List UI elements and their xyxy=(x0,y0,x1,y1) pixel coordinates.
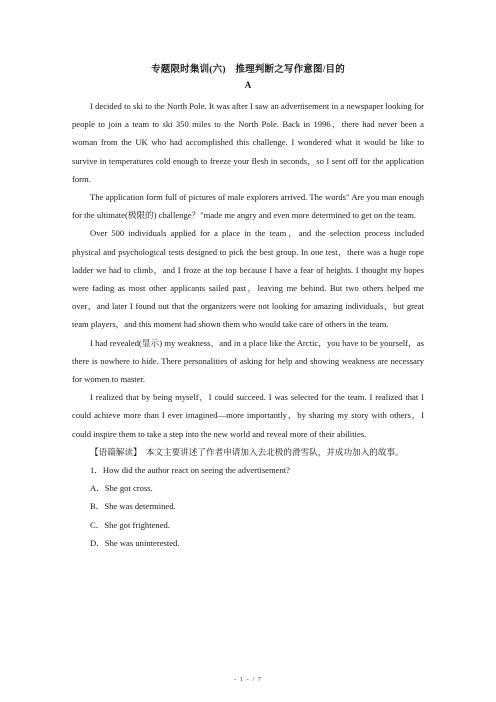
page-title: 专题限时集训(六) 推理判断之写作意图/目的 xyxy=(151,65,345,75)
page-number: - 1 - / 7 xyxy=(233,676,263,683)
question-stem: 1．How did the author react on seeing the advertisement? xyxy=(90,465,290,476)
passage-summary: 【语篇解读】 本文主要讲述了作者申请加入去北极的滑雪队，并成功加入的故事。 xyxy=(90,446,404,457)
passage-paragraph: I decided to ski to the North Pole. It was after I saw an advertisement in a newspaper looking for people to join a team to ski 350 miles to the North Pole. Back in 1996，there had never been a woman from the UK who had accomplished this challenge. I wondered what it would be like to survive in temperatures cold enough to freeze your flesh in seconds，so I sent off for the application form. xyxy=(72,101,424,184)
passage-paragraph: I had revealed(显示) my weakness，and in a place like the Arctic，you have to be yourself，as there is nowhere to hide. There personalities of asking for help and showing weakness are necessary for women to master. xyxy=(72,337,424,385)
passage-paragraph: I realized that by being myself，I could succeed. I was selected for the team. I realized that I could achieve more than I ever imagined—more importantly，by sharing my story with others，I could inspire them to take a step into the new world and reveal more of their abilities. xyxy=(72,392,424,439)
section-label: A xyxy=(244,80,252,90)
answer-option-b: B．She was determined. xyxy=(90,501,176,512)
answer-option-c: C．She got frightened. xyxy=(90,519,170,530)
passage-paragraph: The application form full of pictures of male explorers arrived. The words" Are you man enough for the ultimate(极限的) challenge？"made me angry and even more determined to get on the team. xyxy=(72,192,424,221)
answer-option-a: A．She got cross. xyxy=(90,483,153,494)
answer-option-d: D．She was uninterested. xyxy=(90,537,180,548)
passage-paragraph: Over 500 individuals applied for a place in the team，and the selection process included physical and psychological tests designed to pick the best group. In one test，there was a huge rope ladder we had to climb，and I froze at the top because I have a fear of heights. I thought my hopes were fading as most other applicants sailed past，leaving me behind. But two others helped me over，and later I found out that the organizers were not looking for amazing individuals，but great team players，and this moment had shown them who would take care of others in the team. xyxy=(72,228,424,330)
document-body xyxy=(72,97,424,552)
